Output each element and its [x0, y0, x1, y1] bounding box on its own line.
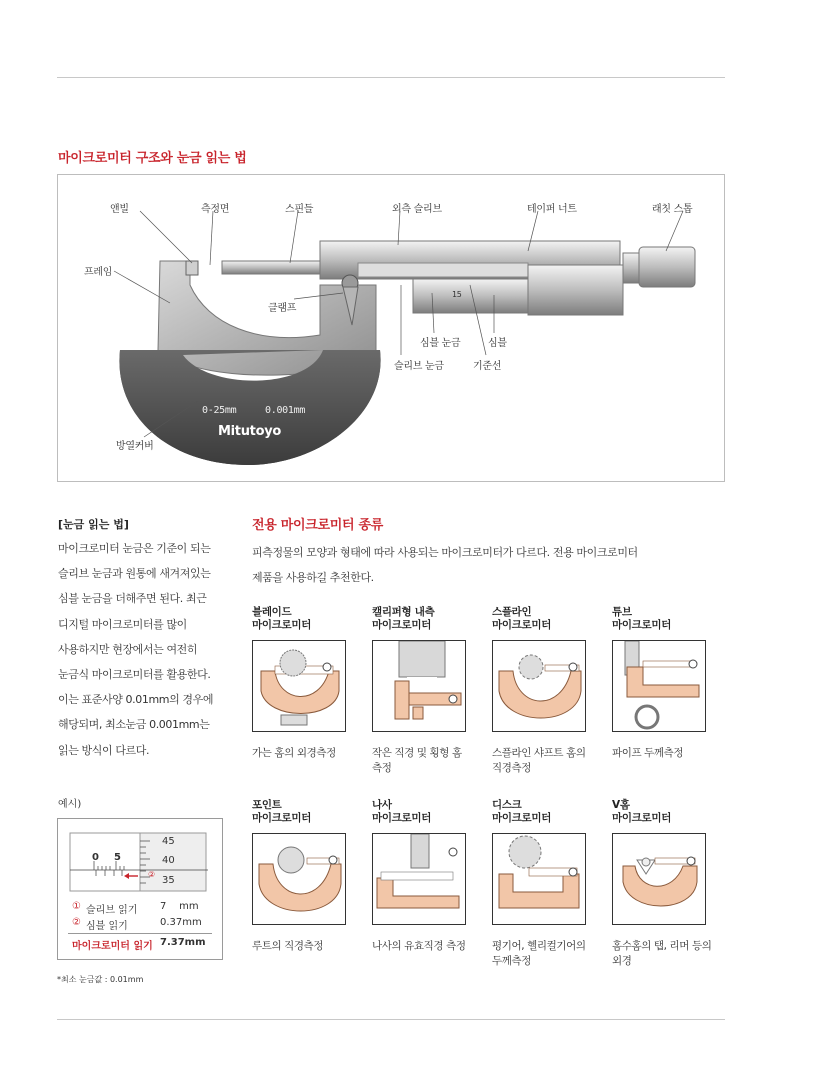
type-title-line: V홈: [612, 799, 630, 811]
type-title-line: 마이크로미터: [372, 619, 432, 631]
type-title-spline: [492, 606, 551, 632]
label-sleeve-scale: 슬리브 눈금: [394, 361, 444, 372]
reading-line: 읽는 방식이 다르다.: [58, 743, 150, 757]
intro-line: 피측정물의 모양과 형태에 따라 사용되는 마이크로미터가 다르다. 전용 마이크로미터: [252, 546, 638, 559]
thimble-number-35: 35: [162, 875, 175, 886]
type-title-line: 마이크로미터: [252, 812, 312, 824]
type-title-line: 마이크로미터: [612, 619, 672, 631]
label-frame: 프레임: [84, 267, 113, 278]
label-reference-line: 기준선: [473, 361, 502, 372]
screw-micrometer-illustration: [372, 833, 466, 925]
type-desc-line: 루트의 직경측정: [252, 940, 324, 952]
row2-num: ②: [72, 917, 81, 928]
type-title-line: 마이크로미터: [492, 619, 552, 631]
reading-line: 사용하지만 현장에서는 여전히: [58, 642, 198, 656]
label-spindle: 스핀들: [285, 204, 314, 215]
label-heat-cover: 방열커버: [116, 441, 154, 452]
type-title-vgroove: [612, 799, 671, 825]
type-title-blade: [252, 606, 311, 632]
section-title: 마이크로미터 구조와 눈금 읽는 법: [58, 151, 247, 166]
caliper-micrometer-illustration: [372, 640, 466, 732]
type-title-line: 마이크로미터: [372, 812, 432, 824]
label-ratchet-stop: 래칫 스톱: [652, 204, 693, 215]
type-desc-line: 가는 홈의 외경측정: [252, 747, 336, 759]
type-desc-tube: [612, 746, 722, 761]
reading-line: 해당되며, 최소눈금 0.001mm는: [58, 718, 210, 732]
type-title-line: 나사: [372, 799, 392, 811]
thimble-number-40: 40: [162, 855, 175, 866]
special-intro: [252, 540, 722, 590]
micrometer-illustration: [58, 175, 724, 481]
top-divider: [57, 77, 725, 78]
total-value: 7.37mm: [160, 937, 206, 948]
label-outer-sleeve: 외측 슬리브: [392, 204, 442, 215]
type-desc-line: 외경: [612, 955, 632, 967]
cover-resolution: 0.001mm: [265, 405, 306, 416]
reading-line: 심블 눈금을 더해주면 된다. 최근: [58, 592, 207, 606]
type-title-line: 마이크로미터: [252, 619, 312, 631]
cover-range: 0-25mm: [202, 405, 237, 416]
type-desc-blade: [252, 746, 362, 761]
marker-2: ②: [148, 870, 156, 879]
type-desc-line: 작은 직경 및 횡형 홈: [372, 747, 462, 759]
label-thimble-scale: 심블 눈금: [420, 338, 461, 349]
type-title-screw: [372, 799, 431, 825]
type-title-line: 블레이드: [252, 606, 292, 618]
label-thimble: 심블: [488, 338, 507, 349]
tube-micrometer-illustration: [612, 640, 706, 732]
type-title-caliper: [372, 606, 434, 632]
type-title-line: 튜브: [612, 606, 632, 618]
total-divider: [68, 933, 212, 934]
type-desc-line: 두께측정: [492, 955, 531, 967]
type-desc-screw: [372, 939, 482, 954]
reading-line: 슬리브 눈금과 원통에 새겨져있는: [58, 567, 211, 581]
type-desc-line: 홈수홈의 탭, 리머 등의: [612, 940, 712, 952]
reading-line: 디지털 마이크로미터를 많이: [58, 617, 187, 631]
type-title-line: 마이크로미터: [612, 812, 672, 824]
type-title-disc: [492, 799, 551, 825]
type-desc-line: 측정: [372, 762, 392, 774]
bottom-divider: [57, 1019, 725, 1020]
type-title-point: [252, 799, 311, 825]
type-title-line: 디스크: [492, 799, 522, 811]
type-title-tube: [612, 606, 671, 632]
scale-illustration: [58, 819, 222, 895]
type-desc-line: 나사의 유효직경 측정: [372, 940, 466, 952]
thimble-number: 15: [452, 290, 462, 299]
type-title-line: 스플라인: [492, 606, 532, 618]
disc-micrometer-illustration: [492, 833, 586, 925]
sleeve-number-0: 0: [92, 852, 99, 863]
type-desc-caliper: [372, 746, 482, 776]
row2-label: 심블 읽기: [86, 921, 128, 932]
type-title-line: 마이크로미터: [492, 812, 552, 824]
thimble-number-45: 45: [162, 836, 175, 847]
type-desc-line: 평기어, 헬리컬기어의: [492, 940, 586, 952]
label-measuring-face: 측정면: [201, 204, 230, 215]
v-groove-micrometer-illustration: [612, 833, 706, 925]
label-clamp: 클램프: [268, 303, 297, 314]
example-box: [57, 818, 223, 960]
type-desc-line: 스플라인 샤프트 홈의: [492, 747, 586, 759]
reading-line: 이는 표준사양 0.01mm의 경우에: [58, 693, 214, 707]
point-micrometer-illustration: [252, 833, 346, 925]
row1-num: ①: [72, 901, 81, 912]
micrometer-diagram: [57, 174, 725, 482]
type-title-line: 캘리퍼형 내측: [372, 606, 435, 618]
intro-line: 제품을 사용하길 추천한다.: [252, 571, 374, 584]
type-desc-disc: [492, 939, 602, 969]
type-desc-spline: [492, 746, 602, 776]
row2-value: 0.37mm: [160, 917, 202, 928]
label-taper-nut: 테이퍼 너트: [527, 204, 577, 215]
row1-label: 슬리브 읽기: [86, 905, 138, 916]
footnote: *최소 눈금값 : 0.01mm: [57, 975, 144, 984]
reading-heading: [눈금 읽는 법]: [58, 518, 129, 531]
type-desc-point: [252, 939, 362, 954]
reading-line: 눈금식 마이크로미터를 활용한다.: [58, 668, 211, 682]
blade-micrometer-illustration: [252, 640, 346, 732]
reading-line: 마이크로미터 눈금은 기준이 되는: [58, 542, 211, 555]
reading-body: [58, 536, 238, 763]
type-desc-line: 직경측정: [492, 762, 531, 774]
spline-micrometer-illustration: [492, 640, 586, 732]
label-anvil: 앤빌: [110, 204, 129, 215]
total-label: 마이크로미터 읽기: [72, 941, 153, 952]
type-desc-vgroove: [612, 939, 722, 969]
sleeve-number-5: 5: [114, 852, 121, 863]
type-desc-line: 파이프 두께측정: [612, 747, 684, 759]
type-title-line: 포인트: [252, 799, 282, 811]
brand-logo: Mitutoyo: [218, 424, 282, 439]
special-title: 전용 마이크로미터 종류: [252, 518, 384, 533]
example-label: 예시): [58, 799, 82, 810]
row1-value: 7 mm: [160, 901, 199, 912]
